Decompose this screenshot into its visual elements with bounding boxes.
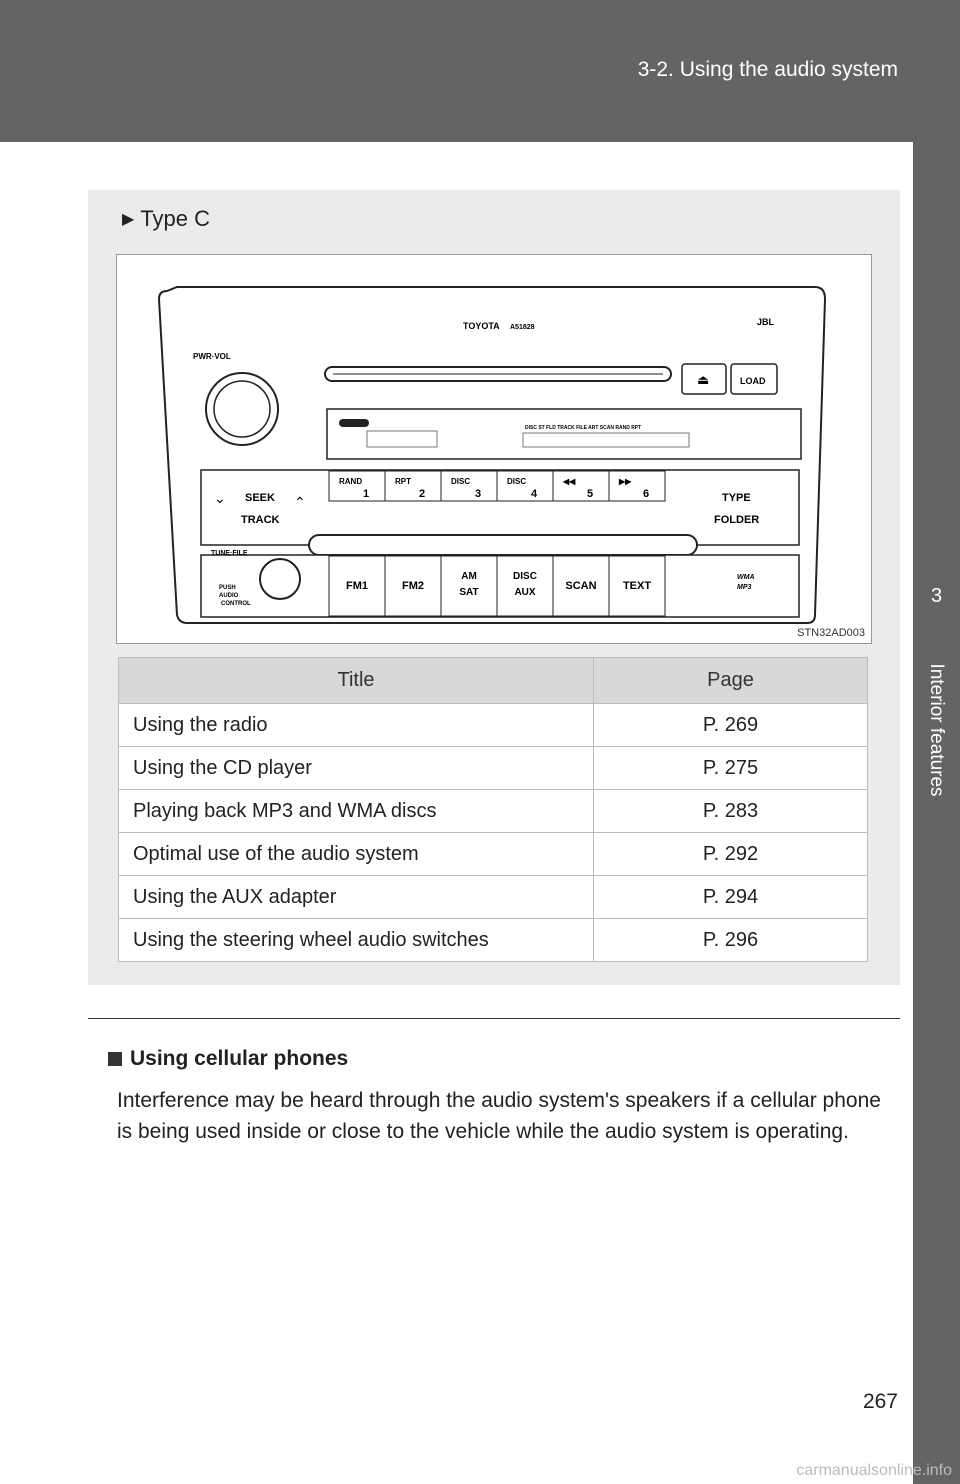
- preset-button-label: DISC: [507, 477, 527, 486]
- jbl-logo-text: JBL: [757, 317, 775, 327]
- function-button-label: SAT: [459, 587, 479, 598]
- track-label: TRACK: [241, 514, 280, 526]
- preset-button-label: RAND: [339, 477, 363, 486]
- tune-file-knob: [260, 559, 300, 599]
- col-header-page: Page: [594, 658, 868, 704]
- preset-button-group: [329, 471, 665, 501]
- audio-unit-figure: [116, 254, 872, 644]
- function-button-label: AUX: [514, 587, 536, 598]
- function-button-label: FM1: [346, 580, 368, 592]
- load-label: LOAD: [740, 376, 766, 386]
- faceplate-handle: [309, 535, 697, 555]
- square-bullet-icon: [108, 1052, 122, 1066]
- preset-button: [385, 471, 441, 501]
- control-label: CONTROL: [221, 601, 251, 607]
- preset-button-number: 1: [363, 488, 370, 500]
- wma-label: WMA: [737, 574, 755, 581]
- page-number: 267: [862, 1390, 898, 1413]
- section-title: 3-2. Using the audio system: [637, 58, 898, 81]
- preset-button: [553, 471, 609, 501]
- function-button-label: TEXT: [622, 580, 652, 592]
- preset-button-number: 5: [587, 488, 594, 500]
- col-header-title: Title: [119, 658, 594, 704]
- audio-label: AUDIO: [219, 593, 239, 599]
- preset-button: [497, 471, 553, 501]
- function-button-label: FM2: [402, 580, 424, 592]
- tune-file-label: TUNE·FILE: [211, 550, 248, 557]
- row-page: P. 296: [594, 919, 868, 962]
- cd-in-indicator: [339, 419, 369, 427]
- row-page: P. 294: [594, 876, 868, 919]
- mp3-label: MP3: [737, 584, 752, 591]
- row-page: P. 269: [594, 704, 868, 747]
- row-page: P. 283: [594, 790, 868, 833]
- preset-button-label: ◀◀: [563, 477, 576, 486]
- chapter-label: Interior features: [926, 663, 947, 797]
- model-text: A51828: [510, 324, 535, 331]
- type-label: TYPE: [722, 492, 751, 504]
- function-button-label: DISC: [513, 571, 537, 582]
- note-heading-text: Using cellular phones: [130, 1047, 349, 1070]
- note-body: Interference may be heard through the audio system's speakers if a cellular phone is being used inside or close to the vehicle while the audio system is operating.: [117, 1089, 881, 1143]
- watermark: carmanualsonline.info: [796, 1462, 952, 1479]
- bottom-button-group: [329, 556, 665, 616]
- table-row: [119, 919, 868, 962]
- note-heading: [108, 1047, 348, 1071]
- table-row: [119, 876, 868, 919]
- preset-button: [441, 471, 497, 501]
- section-divider: [88, 1018, 900, 1019]
- seek-label: SEEK: [245, 492, 275, 504]
- preset-button-label: DISC: [451, 477, 471, 486]
- table-row: [119, 833, 868, 876]
- preset-button-label: ▶▶: [619, 477, 632, 486]
- row-title: Optimal use of the audio system: [119, 833, 594, 876]
- function-button-label: AM: [461, 571, 477, 582]
- row-title: Using the AUX adapter: [119, 876, 594, 919]
- function-button-label: SCAN: [565, 580, 597, 592]
- chevron-down-icon: ⌄: [214, 490, 226, 506]
- preset-button: [329, 471, 385, 501]
- row-page: P. 292: [594, 833, 868, 876]
- audio-unit-drawing: [117, 255, 871, 643]
- folder-label: FOLDER: [714, 514, 760, 526]
- figure-code: STN32AD003: [797, 627, 865, 639]
- table-header-row: [119, 658, 868, 704]
- type-heading: [122, 206, 210, 232]
- eject-icon: ⏏: [697, 372, 710, 387]
- preset-button: [609, 471, 665, 501]
- pwr-vol-label: PWR·VOL: [193, 352, 231, 361]
- function-button: [497, 556, 553, 616]
- reference-table: [118, 657, 868, 962]
- table-row: [119, 790, 868, 833]
- preset-button-number: 6: [643, 488, 650, 500]
- table-row: [119, 747, 868, 790]
- display-indicators: DISC ST FLD TRACK FILE ART SCAN RAND RPT: [525, 425, 642, 431]
- preset-button-number: 4: [531, 488, 538, 500]
- row-title: Using the radio: [119, 704, 594, 747]
- type-heading-text: Type C: [140, 206, 211, 231]
- row-title: Using the CD player: [119, 747, 594, 790]
- preset-button-number: 2: [419, 488, 426, 500]
- brand-text: TOYOTA: [463, 321, 500, 331]
- row-page: P. 275: [594, 747, 868, 790]
- page-header: [0, 0, 960, 142]
- triangle-right-icon: ▶: [122, 211, 135, 228]
- row-title: Playing back MP3 and WMA discs: [119, 790, 594, 833]
- push-label: PUSH: [219, 585, 236, 591]
- chapter-number-box: [913, 142, 960, 1484]
- preset-button-number: 3: [475, 488, 482, 500]
- preset-button-label: RPT: [395, 477, 411, 486]
- function-button: [441, 556, 497, 616]
- chapter-number: 3: [930, 585, 943, 607]
- chevron-up-icon: ⌃: [294, 494, 306, 510]
- row-title: Using the steering wheel audio switches: [119, 919, 594, 962]
- table-row: [119, 704, 868, 747]
